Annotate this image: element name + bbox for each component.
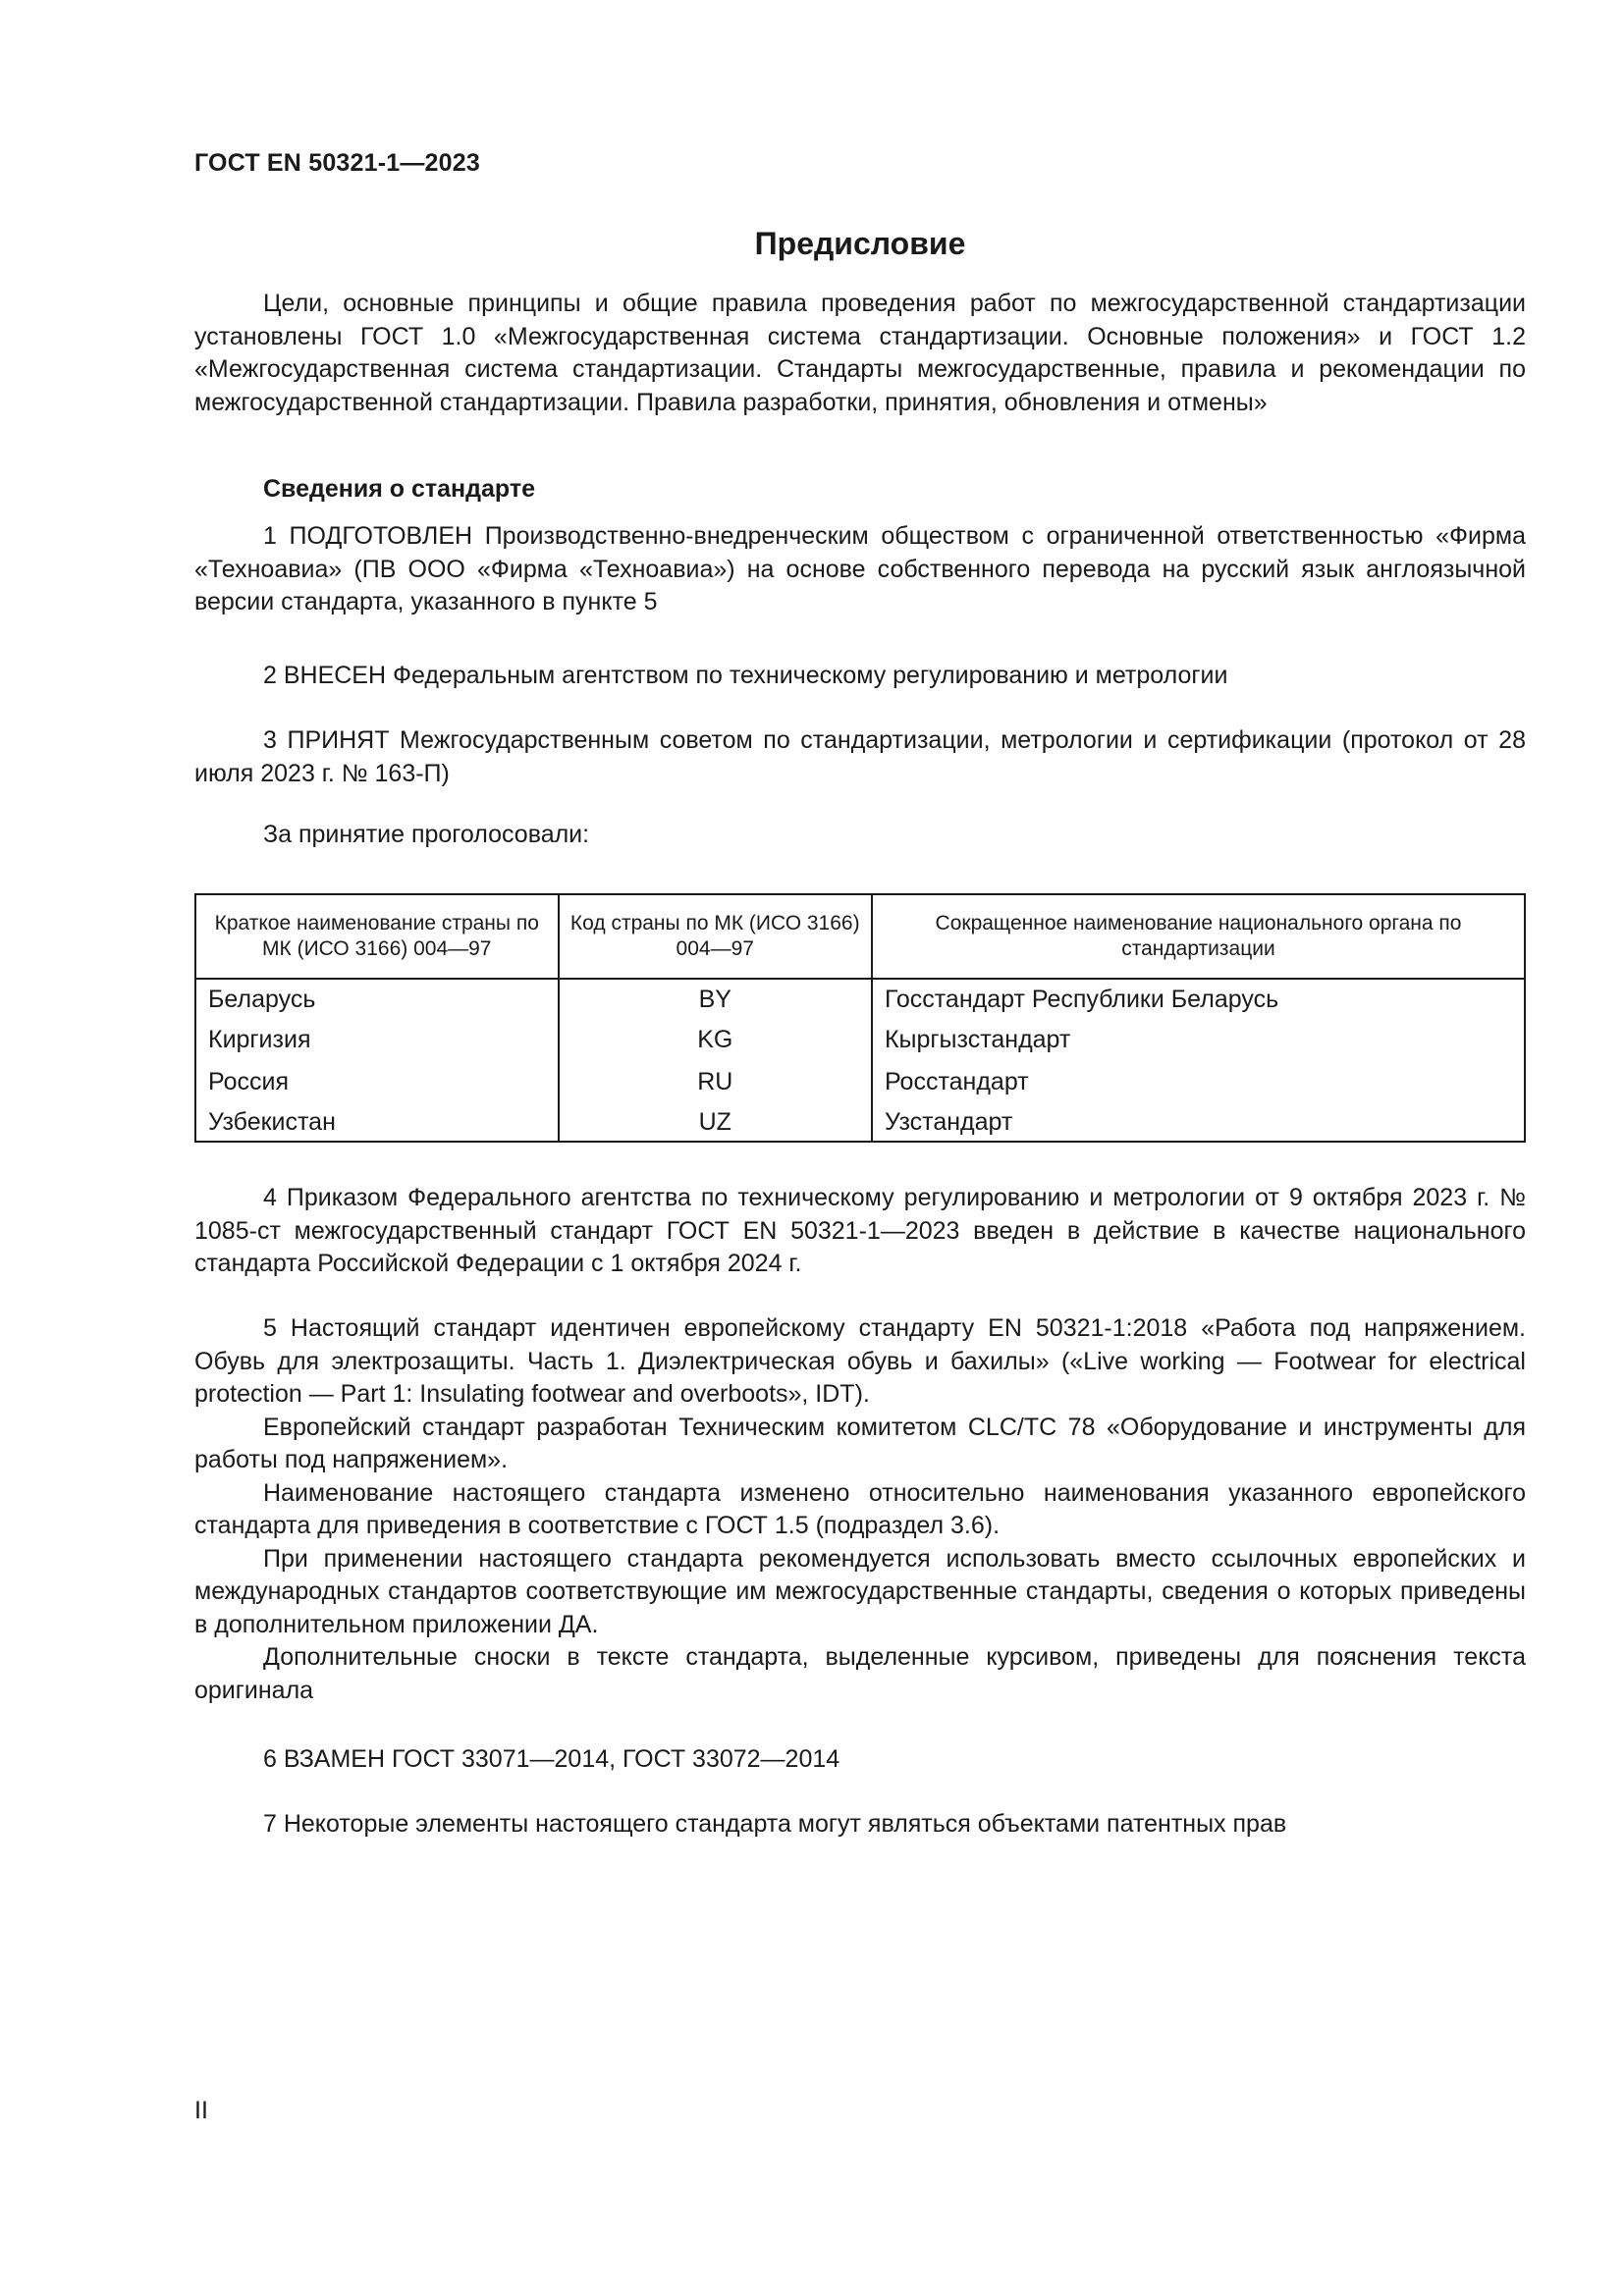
item-4	[194, 1182, 1526, 1281]
item-5-paragraph: Дополнительные сноски в тексте стандарта, выделенные курсивом, приведены для пояснения текста оригинала	[194, 1643, 1526, 1704]
item-6-text: 6 ВЗАМЕН ГОСТ 33071—2014, ГОСТ 33072—2014	[263, 1745, 840, 1773]
table-header-row	[195, 894, 1525, 979]
country-code: UZ	[559, 1104, 872, 1142]
header-standards-body: Сокращенное наименование национального органа по стандартизации	[872, 894, 1525, 979]
item-5	[194, 1312, 1526, 1707]
table-row	[195, 979, 1525, 1020]
item-2-text: 2 ВНЕСЕН Федеральным агентством по техническому регулированию и метрологии	[263, 662, 1228, 689]
standards-body: Кыргызстандарт	[872, 1020, 1525, 1059]
item-6	[194, 1743, 1526, 1777]
standards-body: Госстандарт Республики Беларусь	[872, 979, 1525, 1020]
votes-table	[194, 893, 1526, 1143]
country-name: Беларусь	[195, 979, 559, 1020]
votes-lead: За принятие проголосовали:	[263, 821, 590, 848]
item-5-paragraph: Европейский стандарт разработан Техническим комитетом CLC/TC 78 «Оборудование и инструменты для работы под напряжением».	[194, 1413, 1526, 1473]
intro-paragraph	[194, 288, 1526, 419]
item-5-paragraph: Наименование настоящего стандарта изменено относительно наименования указанного европейского стандарта для приведения в соответствие с ГОСТ 1.5 (подраздел 3.6).	[194, 1478, 1526, 1539]
item-4-text: 4 Приказом Федерального агентства по техническому регулированию и метрологии от 9 октября 2023 г. № 1085-ст межгосударственный стандарт ГОСТ EN 50321-1—2023 введен в действие в качестве национального стандарта Российской Федерации с 1 октября 2024 г.	[194, 1184, 1526, 1277]
header-country-code: Код страны по МК (ИСО 3166) 004—97	[559, 894, 872, 979]
standards-body: Узстандарт	[872, 1104, 1525, 1142]
section-heading: Сведения о стандарте	[263, 475, 536, 503]
standards-body: Росстандарт	[872, 1059, 1525, 1104]
item-2	[194, 660, 1526, 693]
country-code: RU	[559, 1059, 872, 1104]
item-5-text: 5 Настоящий стандарт идентичен европейскому стандарту EN 50321-1:2018 «Работа под напряжением. Обувь для электрозащиты. Часть 1. Диэлектрическая обувь и бахилы» («Live working — Footwear for electrical protection — Part 1: Insulating footwear and overboots», IDT).	[194, 1314, 1526, 1408]
document-page	[194, 0, 1526, 2296]
country-name: Узбекистан	[195, 1104, 559, 1142]
page-title: Предисловие	[754, 226, 966, 261]
item-3	[194, 724, 1526, 790]
item-1	[194, 520, 1526, 619]
item-3-text: 3 ПРИНЯТ Межгосударственным советом по стандартизации, метрологии и сертификации (протокол от 28 июля 2023 г. № 163-П)	[194, 726, 1526, 787]
country-code: KG	[559, 1020, 872, 1059]
table-row	[195, 1020, 1525, 1059]
country-name: Киргизия	[195, 1020, 559, 1059]
header-country-name: Краткое наименование страны по МК (ИСО 3166) 004—97	[195, 894, 559, 979]
intro-text: Цели, основные принципы и общие правила проведения работ по межгосударственной стандартизации установлены ГОСТ 1.0 «Межгосударственная система стандартизации. Основные положения» и ГОСТ 1.2 «Межгосударственная система стандартизации. Стандарты межгосударственные, правила и рекомендации по межгосударственной стандартизации. Правила разработки, принятия, обновления и отмены»	[194, 290, 1526, 416]
page-number: II	[194, 2097, 208, 2124]
document-code: ГОСТ EN 50321-1—2023	[194, 149, 480, 177]
item-7-text: 7 Некоторые элементы настоящего стандарта могут являться объектами патентных прав	[263, 1810, 1287, 1838]
country-name: Россия	[195, 1059, 559, 1104]
table-row	[195, 1059, 1525, 1104]
table-row	[195, 1104, 1525, 1142]
item-5-paragraph: При применении настоящего стандарта рекомендуется использовать вместо ссылочных европейских и международных стандартов соответствующие им межгосударственные стандарты, сведения о которых приведены в дополнительном приложении ДА.	[194, 1544, 1526, 1638]
country-code: BY	[559, 979, 872, 1020]
item-1-text: 1 ПОДГОТОВЛЕН Производственно-внедренческим обществом с ограниченной ответственностью «Фирма «Техноавиа» (ПВ ООО «Фирма «Техноавиа») на основе собственного перевода на русский язык англоязычной версии стандарта, указанного в пункте 5	[194, 522, 1526, 615]
item-7	[194, 1808, 1526, 1842]
